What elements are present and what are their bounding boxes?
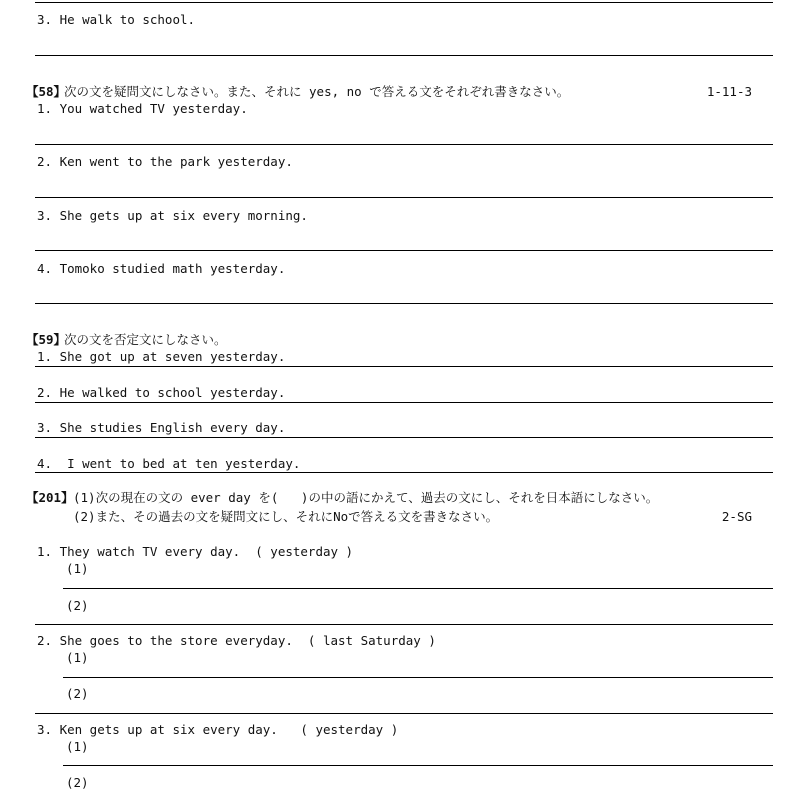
sub-label: (2)	[66, 598, 89, 613]
sub-label: (2)	[66, 686, 89, 701]
section-201-instruction-2: (2)また、その過去の文を疑問文にし、それにNoで答える文を書きなさい。	[73, 509, 499, 524]
section-201-tag: 【201】	[26, 490, 74, 505]
answer-line	[35, 197, 773, 198]
answer-line	[35, 402, 773, 403]
question-text: 3. He walk to school.	[37, 12, 196, 27]
answer-line	[35, 437, 773, 438]
question-text: 1. You watched TV yesterday.	[37, 101, 248, 116]
section-58-code: 1-11-3	[706, 84, 752, 99]
answer-line	[35, 55, 773, 56]
question-text: 2. She goes to the store everyday. ( last Saturday )	[37, 633, 436, 648]
sub-label: (2)	[66, 775, 89, 790]
answer-line	[35, 472, 773, 473]
sub-label: (1)	[66, 650, 89, 665]
answer-line	[35, 144, 773, 145]
answer-line	[35, 303, 773, 304]
top-border-line	[35, 2, 773, 3]
question-text: 4. I went to bed at ten yesterday.	[37, 456, 301, 471]
section-59-instruction: 次の文を否定文にしなさい。	[64, 332, 227, 347]
section-58-tag: 【58】	[26, 84, 67, 99]
question-text: 2. Ken went to the park yesterday.	[37, 154, 293, 169]
question-text: 1. They watch TV every day. ( yesterday )	[37, 544, 354, 559]
answer-line	[63, 677, 773, 678]
answer-line	[63, 588, 773, 589]
section-58-instruction: 次の文を疑問文にしなさい。また、それに yes, no で答える文をそれぞれ書きなさい。	[64, 84, 570, 99]
question-text: 1. She got up at seven yesterday.	[37, 349, 286, 364]
sub-label: (1)	[66, 739, 89, 754]
question-text: 2. He walked to school yesterday.	[37, 385, 286, 400]
answer-line	[35, 366, 773, 367]
question-text: 4. Tomoko studied math yesterday.	[37, 261, 286, 276]
section-201-instruction-1: (1)次の現在の文の ever day を( )の中の語にかえて、過去の文にし、それを日本語にしなさい。	[73, 490, 659, 505]
question-text: 3. She studies English every day.	[37, 420, 286, 435]
answer-line	[63, 765, 773, 766]
section-59-tag: 【59】	[26, 332, 67, 347]
sub-label: (1)	[66, 561, 89, 576]
answer-line	[35, 250, 773, 251]
question-text: 3. Ken gets up at six every day. ( yesterday )	[37, 722, 399, 737]
answer-line	[35, 713, 773, 714]
question-text: 3. She gets up at six every morning.	[37, 208, 308, 223]
answer-line	[35, 624, 773, 625]
section-201-code: 2-SG	[721, 509, 752, 524]
